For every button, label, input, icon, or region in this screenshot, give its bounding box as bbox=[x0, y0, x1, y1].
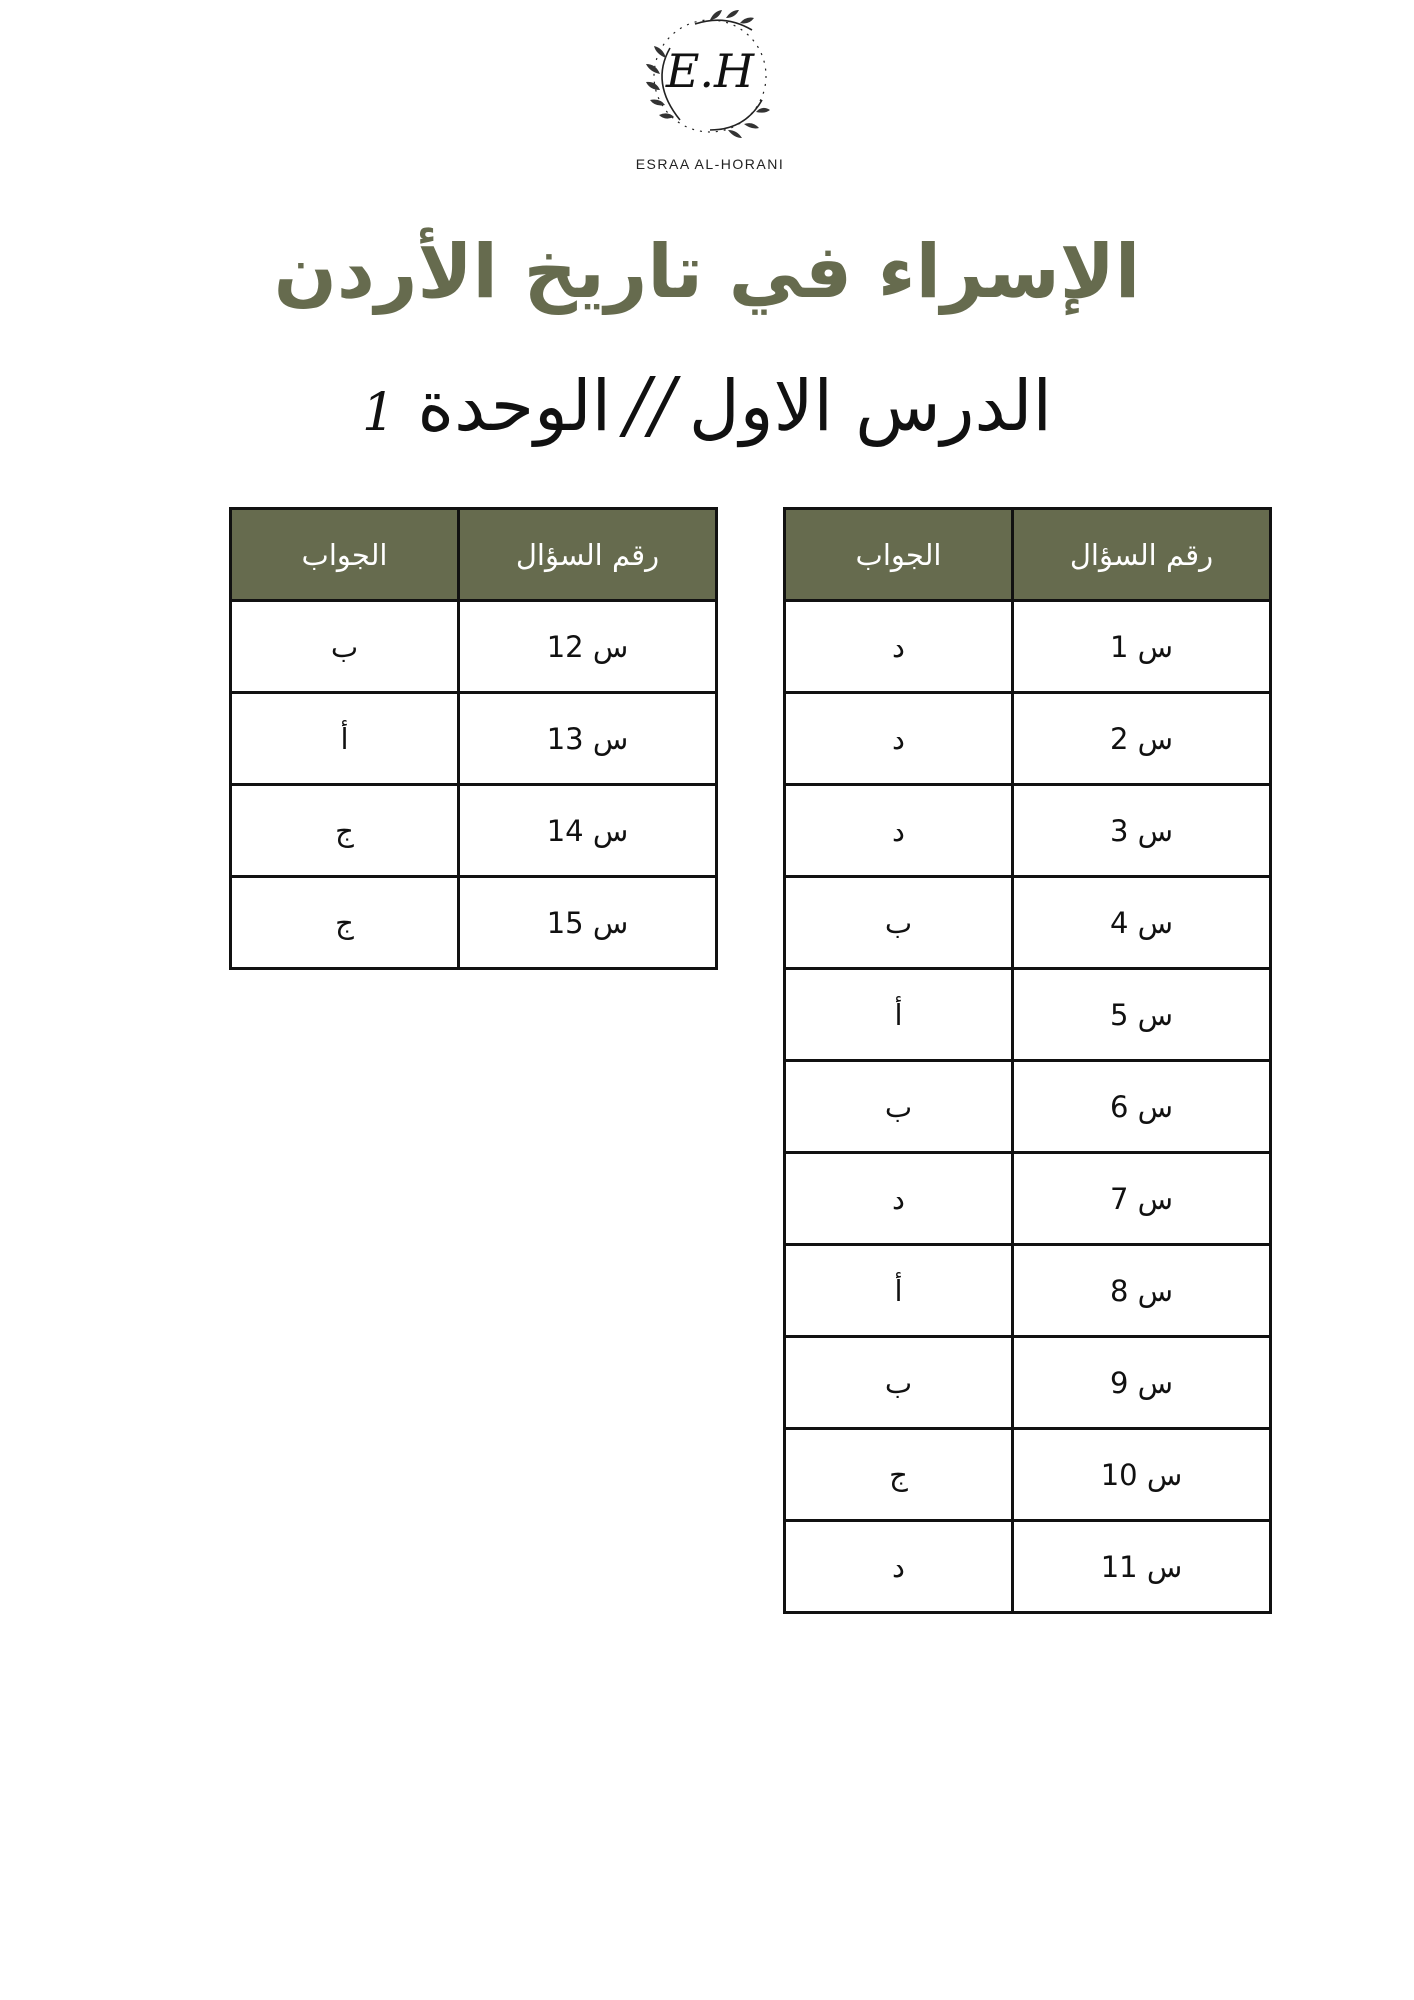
answer-cell: أ bbox=[785, 1245, 1013, 1337]
table-row bbox=[785, 1245, 1271, 1337]
table-row bbox=[785, 1337, 1271, 1429]
answers-table-left bbox=[229, 507, 718, 970]
question-cell: س 5 bbox=[1013, 969, 1271, 1061]
subtitle-separator: // bbox=[625, 362, 675, 448]
answer-cell: ج bbox=[785, 1429, 1013, 1521]
table-row bbox=[785, 1429, 1271, 1521]
table-row bbox=[785, 785, 1271, 877]
question-cell: س 4 bbox=[1013, 877, 1271, 969]
answer-cell: د bbox=[785, 1521, 1013, 1613]
answer-cell: أ bbox=[785, 969, 1013, 1061]
answer-cell: ب bbox=[231, 601, 459, 693]
answer-cell: د bbox=[785, 601, 1013, 693]
question-cell: س 10 bbox=[1013, 1429, 1271, 1521]
question-cell: س 3 bbox=[1013, 785, 1271, 877]
question-cell: س 8 bbox=[1013, 1245, 1271, 1337]
table-row bbox=[231, 877, 717, 969]
answer-cell: ج bbox=[231, 785, 459, 877]
answer-cell: د bbox=[785, 1153, 1013, 1245]
question-cell: س 6 bbox=[1013, 1061, 1271, 1153]
question-cell: س 15 bbox=[459, 877, 717, 969]
lesson-label: الدرس الاول bbox=[688, 365, 1052, 447]
table-row bbox=[785, 877, 1271, 969]
unit-label: الوحدة bbox=[417, 365, 612, 447]
answer-cell: ب bbox=[785, 877, 1013, 969]
table-header-row bbox=[231, 509, 717, 601]
question-number-header: رقم السؤال bbox=[1013, 509, 1271, 601]
answer-cell: د bbox=[785, 785, 1013, 877]
page-subtitle bbox=[0, 355, 1414, 463]
table-row bbox=[785, 969, 1271, 1061]
answer-cell: ب bbox=[785, 1061, 1013, 1153]
logo-caption: ESRAA AL-HORANI bbox=[635, 156, 785, 172]
unit-number: 1 bbox=[362, 383, 396, 443]
answer-header: الجواب bbox=[231, 509, 459, 601]
answer-cell: أ bbox=[231, 693, 459, 785]
question-cell: س 9 bbox=[1013, 1337, 1271, 1429]
question-number-header: رقم السؤال bbox=[459, 509, 717, 601]
question-cell: س 2 bbox=[1013, 693, 1271, 785]
page-title: الإسراء في تاريخ الأردن bbox=[273, 229, 1141, 315]
answer-header: الجواب bbox=[785, 509, 1013, 601]
answer-cell: ج bbox=[231, 877, 459, 969]
answer-cell: ب bbox=[785, 1337, 1013, 1429]
table-row bbox=[231, 693, 717, 785]
table-row bbox=[785, 1061, 1271, 1153]
table-row bbox=[231, 601, 717, 693]
logo-monogram: E.H bbox=[665, 44, 755, 98]
question-cell: س 11 bbox=[1013, 1521, 1271, 1613]
table-row bbox=[785, 601, 1271, 693]
table-row bbox=[231, 785, 717, 877]
question-cell: س 7 bbox=[1013, 1153, 1271, 1245]
answer-cell: د bbox=[785, 693, 1013, 785]
question-cell: س 12 bbox=[459, 601, 717, 693]
question-cell: س 13 bbox=[459, 693, 717, 785]
table-header-row bbox=[785, 509, 1271, 601]
question-cell: س 1 bbox=[1013, 601, 1271, 693]
question-cell: س 14 bbox=[459, 785, 717, 877]
table-row bbox=[785, 1521, 1271, 1613]
answers-table-right bbox=[783, 507, 1272, 1614]
table-row bbox=[785, 1153, 1271, 1245]
table-row bbox=[785, 693, 1271, 785]
brand-logo bbox=[630, 8, 790, 172]
